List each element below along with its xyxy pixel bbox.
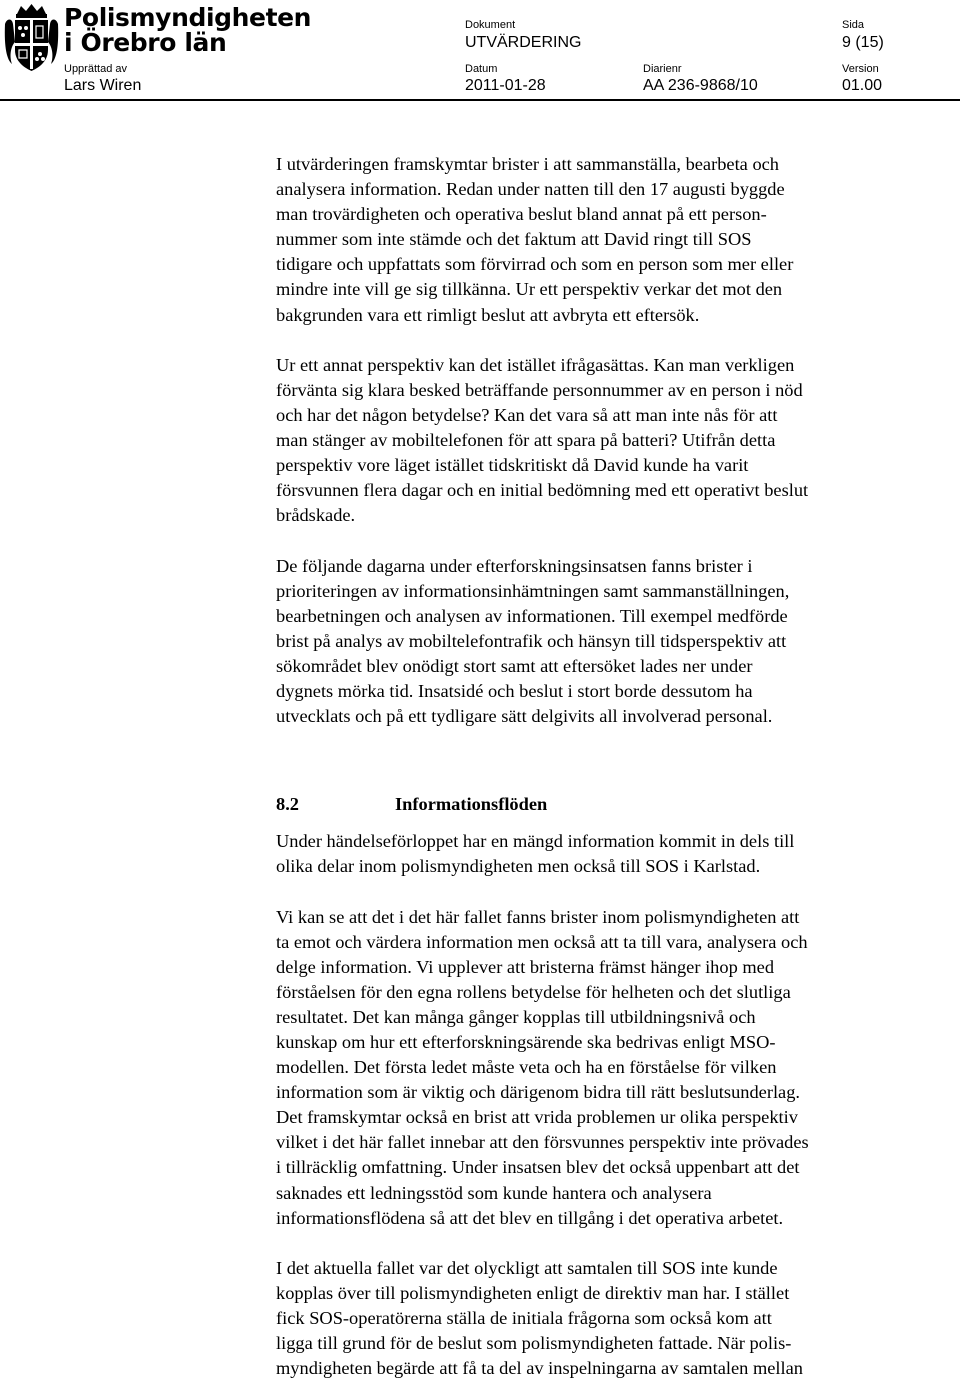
- text-line: I utvärderingen framskymtar brister i att sammanställa, bearbeta och: [276, 154, 779, 174]
- text-line: man trovärdigheten och operativa beslut bland annat på ett person-: [276, 204, 767, 225]
- text-line: I det aktuella fallet var det olyckligt att samtalen till SOS inte kunde: [276, 1257, 778, 1278]
- text-line: prioriteringen av informationsinhämtningen samt sammanställningen,: [276, 580, 790, 601]
- text-line: sökområdet blev onödigt stort samt att eftersöket lades ner under: [276, 655, 753, 676]
- text-line: brådskade.: [276, 505, 356, 526]
- coat-of-arms-logo: [3, 2, 60, 74]
- diary-number-label: Diarienr: [643, 63, 682, 75]
- page-label: Sida: [842, 19, 865, 31]
- text-line: dygnets mörka tid. Insatsidé och beslut i stort borde dessutom ha: [276, 680, 753, 701]
- text-line: modellen. Det första ledet måste veta och ha en förståelse för vilken: [276, 1057, 777, 1078]
- text-line: i tillräcklig omfattning. Under insatsen blev det också uppenbart att det: [276, 1157, 800, 1178]
- text-line: perspektiv vore läget istället tidskritiskt då David kunde ha varit: [276, 455, 749, 476]
- section-spacer: [276, 754, 916, 792]
- text-line: saknades ett ledningsstöd som kunde hantera och analysera: [276, 1182, 712, 1203]
- text-line: information som är viktig och därigenom bidra till rätt beslutsunderlag.: [276, 1082, 801, 1103]
- text-line: försvunnen flera dagar och en initial bedömning med ett operativt beslut: [276, 480, 809, 501]
- text-line: De följande dagarna under efterforskningsinsatsen fanns brister i: [276, 555, 753, 576]
- paragraph: [276, 554, 916, 730]
- organization-region: i Örebro län: [64, 28, 227, 57]
- text-line: myndigheten begärde att få ta del av inspelningarna av samtalen mellan: [276, 1358, 803, 1379]
- text-line: bakgrunden vara ett rimligt beslut att avbryta ett eftersök.: [276, 304, 700, 325]
- text-line: bearbetningen och analysen av informationen. Till exempel medförde: [276, 605, 788, 626]
- text-line: Ur ett annat perspektiv kan det istället ifrågasättas. Kan man verkligen: [276, 354, 795, 375]
- text-line: Det framskymtar också en brist att vrida problemen ur olika perspektiv: [276, 1107, 798, 1128]
- paragraph: [276, 353, 916, 529]
- text-line: analysera information. Redan under natten till den 17 augusti byggde: [276, 179, 785, 200]
- section-heading: [276, 792, 916, 817]
- text-line: informationsflödena så att det blev en tillgång i det operativa arbetet.: [276, 1207, 784, 1228]
- text-line: förvänta sig klara besked beträffande personnummer av en person i nöd: [276, 379, 803, 400]
- document-label: Dokument: [465, 19, 516, 31]
- text-line: tidigare och uppfattats som förvirrad och som en person som mer eller: [276, 254, 794, 275]
- text-line: fick SOS-operatörerna ställa de initiala frågorna som också kom att: [276, 1308, 772, 1329]
- diary-number-value: AA 236-9868/10: [643, 77, 758, 94]
- text-line: utvecklats och på ett tydligare sätt delgivits all involverad personal.: [276, 706, 773, 727]
- text-line: ligga till grund för de beslut som polismyndigheten fattade. När polis-: [276, 1333, 792, 1354]
- text-line: Under händelseförloppet har en mängd information kommit in dels till: [276, 831, 795, 852]
- text-line: vilket i det här fallet innebar att den försvunnes perspektiv inte prövades: [276, 1132, 809, 1153]
- text-line: kopplas över till polismyndigheten enligt de direktiv man har. I stället: [276, 1282, 790, 1303]
- version-label: Version: [842, 63, 879, 75]
- version-value: 01.00: [842, 77, 883, 94]
- author-value: Lars Wiren: [64, 77, 142, 94]
- text-line: ta emot och värdera information men också att ta till vara, analysera och: [276, 931, 808, 952]
- section-number: 8.2: [276, 794, 299, 815]
- text-line: mindre inte vill ge sig tillkänna. Ur ett perspektiv verkar det mot den: [276, 279, 783, 300]
- text-line: brist på analys av mobiltelefontrafik och hänsyn till tidsperspektiv att: [276, 630, 787, 651]
- text-line: nummer som inte stämde och det faktum att David ringt till SOS: [276, 229, 752, 250]
- text-line: Vi kan se att det i det här fallet fanns brister inom polismyndigheten att: [276, 906, 800, 927]
- text-line: olika delar inom polismyndigheten men också till SOS i Karlstad.: [276, 856, 761, 877]
- paragraph: [276, 1256, 916, 1381]
- text-line: förståelsen för den egna rollens betydelse för helheten och det slutliga: [276, 981, 791, 1002]
- page-value: 9 (15): [842, 34, 884, 51]
- text-line: man stänger av mobiltelefonen för att spara på batteri? Utifrån detta: [276, 430, 776, 451]
- text-line: resultatet. Det kan många gånger kopplas till utbildningsnivå och: [276, 1006, 756, 1027]
- date-label: Datum: [465, 63, 498, 75]
- document-value: UTVÄRDERING: [465, 34, 582, 51]
- text-line: och har det någon betydelse? Kan det vara så att man inte nås för att: [276, 404, 778, 425]
- section-title: Informationsflöden: [395, 794, 548, 815]
- header-divider: [0, 99, 960, 101]
- paragraph: [276, 152, 916, 328]
- paragraph: [276, 829, 916, 879]
- paragraph: [276, 905, 916, 1231]
- organization-name: Polismyndigheten: [64, 3, 312, 32]
- date-value: 2011-01-28: [465, 77, 546, 94]
- text-line: delge information. Vi upplever att bristerna främst hänger ihop med: [276, 956, 775, 977]
- text-line: kunskap om hur ett efterforskningsärende ska bedrivas enligt MSO-: [276, 1032, 776, 1052]
- author-label: Upprättad av: [64, 63, 127, 75]
- document-body: [276, 152, 916, 1381]
